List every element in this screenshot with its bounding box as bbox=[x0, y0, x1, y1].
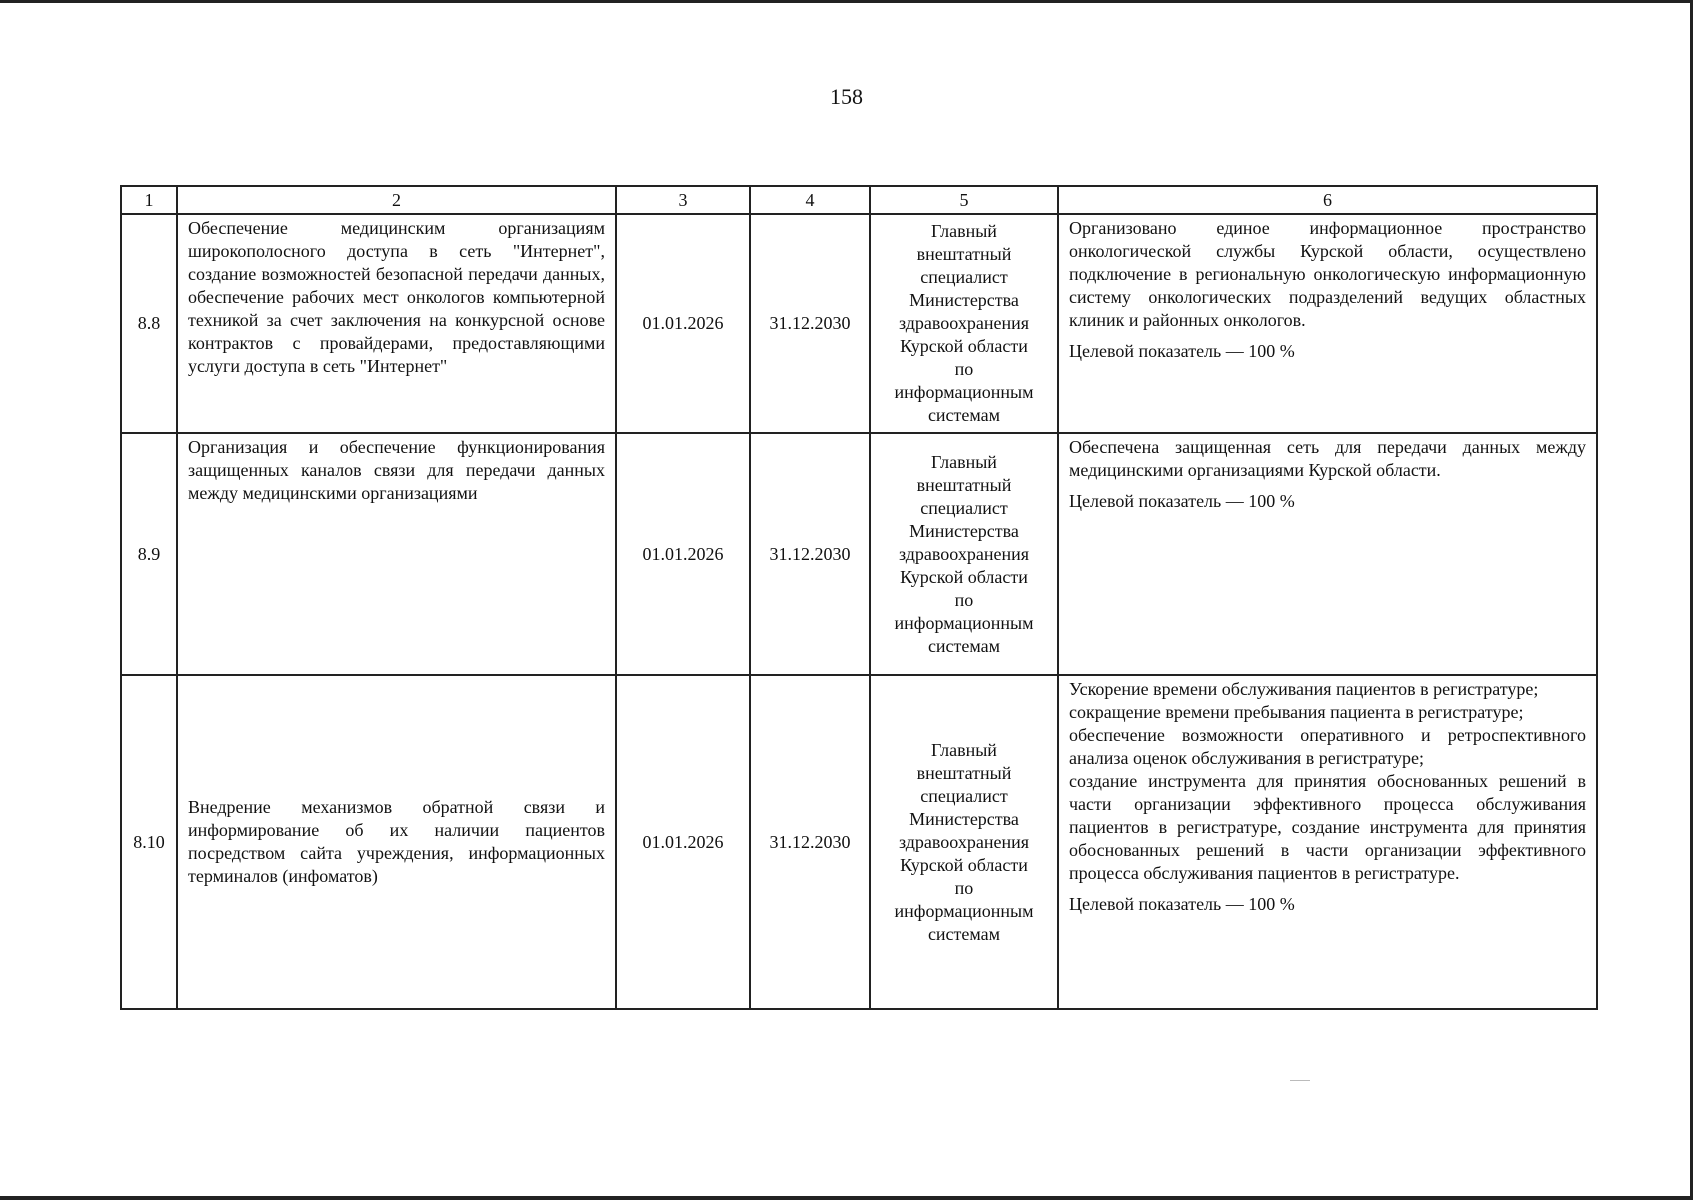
responsible-cell bbox=[870, 675, 1058, 1009]
header-col-1: 1 bbox=[121, 186, 177, 214]
responsible-line: внештатный bbox=[916, 474, 1012, 495]
header-col-3: 3 bbox=[616, 186, 750, 214]
responsible-cell bbox=[870, 214, 1058, 433]
responsible-line: здравоохранения bbox=[898, 831, 1030, 852]
responsible-line: Курской области bbox=[900, 854, 1028, 875]
responsible-line: Главный bbox=[931, 221, 997, 241]
responsible-line: системам bbox=[927, 923, 1001, 944]
responsible-line: Министерства bbox=[909, 520, 1019, 541]
responsible-line: Министерства bbox=[909, 290, 1019, 310]
result-line: сокращение времени пребывания пациента в регистратуре; bbox=[1069, 702, 1524, 722]
table-row bbox=[121, 675, 1597, 1009]
row-id: 8.9 bbox=[121, 433, 177, 675]
result-line: создание инструмента для принятия обоснованных решений в части организации эффективного процесса обслуживания пациентов в регистратуре, создание инструмента для принятия обоснованных решений в части организации эффективного процесса обслуживания пациентов в регистратуре. bbox=[1069, 771, 1586, 883]
result-text: Обеспечена защищенная сеть для передачи данных между медицинскими организациями Курской области. bbox=[1069, 437, 1586, 480]
responsible-line: специалист bbox=[920, 497, 1008, 518]
responsible-line: здравоохранения bbox=[898, 543, 1030, 564]
target-indicator: Целевой показатель — 100 % bbox=[1069, 894, 1295, 914]
end-date: 31.12.2030 bbox=[750, 675, 870, 1009]
start-date: 01.01.2026 bbox=[616, 433, 750, 675]
responsible-line: Главный bbox=[931, 451, 997, 472]
responsible-line: по bbox=[954, 589, 974, 610]
responsible-line: системам bbox=[927, 405, 1001, 425]
responsible-line: по bbox=[954, 359, 974, 379]
responsible-line: Курской области bbox=[900, 336, 1028, 356]
header-col-5: 5 bbox=[870, 186, 1058, 214]
table-row bbox=[121, 214, 1597, 433]
responsible-line: информационным bbox=[894, 612, 1034, 633]
start-date: 01.01.2026 bbox=[616, 214, 750, 433]
responsible-cell bbox=[870, 433, 1058, 675]
scan-bottom-edge bbox=[0, 1196, 1693, 1200]
responsible-line: информационным bbox=[894, 900, 1034, 921]
responsible-line: Министерства bbox=[909, 808, 1019, 829]
result-cell bbox=[1058, 675, 1597, 1009]
measures-table bbox=[120, 185, 1598, 1010]
row-id: 8.10 bbox=[121, 675, 177, 1009]
action-cell: Обеспечение медицинским организациям широкополосного доступа в сеть "Интернет", создание возможностей безопасной передачи данных, обеспечение рабочих мест онкологов компьютерной техникой за счет заключения на конкурсной основе контрактов с провайдерами, предоставляющими услуги доступа в сеть "Интернет" bbox=[177, 214, 616, 433]
scan-artifact bbox=[1290, 1080, 1310, 1081]
target-indicator: Целевой показатель — 100 % bbox=[1069, 491, 1295, 511]
responsible-line: информационным bbox=[894, 382, 1034, 402]
result-cell bbox=[1058, 433, 1597, 675]
header-row bbox=[121, 186, 1597, 214]
end-date: 31.12.2030 bbox=[750, 433, 870, 675]
target-indicator: Целевой показатель — 100 % bbox=[1069, 341, 1295, 361]
page-number: 158 bbox=[830, 84, 863, 109]
action-cell: Внедрение механизмов обратной связи и информирование об их наличии пациентов посредством сайта учреждения, информационных терминалов (инфоматов) bbox=[177, 675, 616, 1009]
table-row bbox=[121, 433, 1597, 675]
responsible-line: Курской области bbox=[900, 566, 1028, 587]
result-cell bbox=[1058, 214, 1597, 433]
responsible-line: внештатный bbox=[916, 762, 1012, 783]
responsible-line: внештатный bbox=[916, 244, 1012, 264]
action-cell: Организация и обеспечение функционирования защищенных каналов связи для передачи данных между медицинскими организациями bbox=[177, 433, 616, 675]
result-line: обеспечение возможности оперативного и ретроспективного анализа оценок обслуживания в регистратуре; bbox=[1069, 725, 1586, 768]
responsible-line: специалист bbox=[920, 267, 1008, 287]
header-col-4: 4 bbox=[750, 186, 870, 214]
header-col-2: 2 bbox=[177, 186, 616, 214]
header-col-6: 6 bbox=[1058, 186, 1597, 214]
start-date: 01.01.2026 bbox=[616, 675, 750, 1009]
responsible-line: здравоохранения bbox=[898, 313, 1030, 333]
responsible-line: Главный bbox=[931, 739, 997, 760]
responsible-line: специалист bbox=[920, 785, 1008, 806]
responsible-line: по bbox=[954, 877, 974, 898]
end-date: 31.12.2030 bbox=[750, 214, 870, 433]
result-line: Ускорение времени обслуживания пациентов в регистратуре; bbox=[1069, 679, 1539, 699]
responsible-line: системам bbox=[927, 635, 1001, 656]
row-id: 8.8 bbox=[121, 214, 177, 433]
result-text: Организовано единое информационное пространство онкологической службы Курской области, осуществлено подключение в региональную онкологическую информационную систему онкологических подразделений ведущих областных клиник и районных онкологов. bbox=[1069, 218, 1586, 330]
